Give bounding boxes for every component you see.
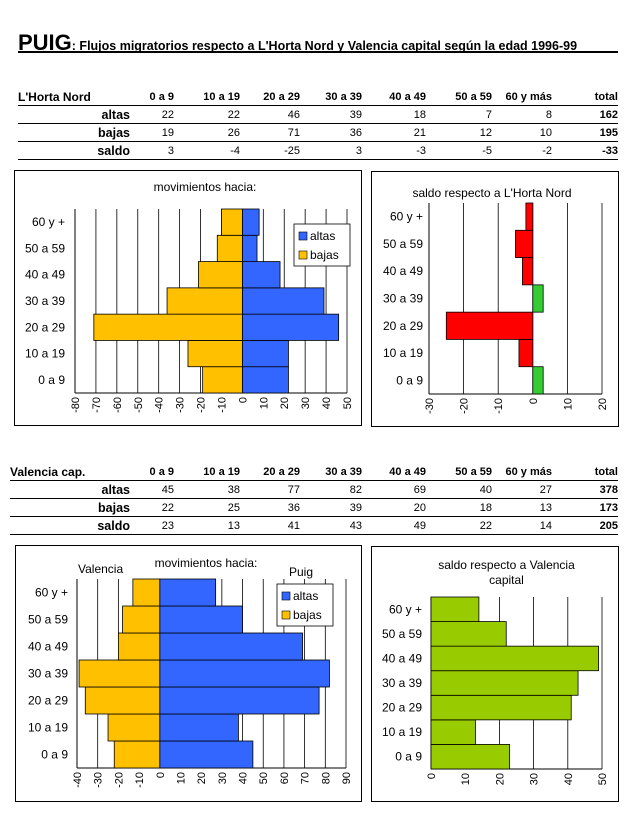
bar-saldo <box>526 203 533 230</box>
x-tick-label: 30 <box>216 772 229 785</box>
category-label: 30 a 39 <box>382 291 423 306</box>
category-label: 10 a 19 <box>24 346 65 361</box>
bar-altas <box>160 606 243 633</box>
column-header: 30 a 39 <box>300 463 362 481</box>
x-tick-label: -30 <box>92 772 105 788</box>
table-cell: 378 <box>552 481 618 499</box>
x-tick-label: 50 <box>342 397 354 410</box>
column-header: 60 y más <box>492 463 552 481</box>
bar-altas <box>160 741 253 768</box>
table-cell: 14 <box>492 517 552 535</box>
table-cell: 162 <box>552 106 618 124</box>
x-tick-label: 40 <box>237 772 250 785</box>
chart-title: saldo respecto a Valencia <box>438 558 575 572</box>
table-cell: 12 <box>426 124 492 142</box>
table-row <box>18 124 618 142</box>
bar-altas <box>160 660 330 687</box>
x-tick-label: -20 <box>458 398 471 414</box>
table-cell: 41 <box>240 517 300 535</box>
bar-saldo <box>431 671 578 696</box>
bar-saldo <box>431 744 510 769</box>
table-cell: 18 <box>362 106 426 124</box>
row-label: bajas <box>18 124 138 142</box>
x-tick-label: -10 <box>134 772 147 788</box>
column-header: total <box>552 88 618 106</box>
x-tick-label: -30 <box>424 398 436 414</box>
legend-swatch <box>299 251 307 259</box>
table-cell: 3 <box>138 142 174 160</box>
x-tick-label: 10 <box>562 398 575 411</box>
table-cell: 26 <box>174 124 240 142</box>
table-cell: -2 <box>492 142 552 160</box>
flows-table-horta <box>18 88 618 160</box>
category-label: 20 a 29 <box>381 700 422 715</box>
category-label: 0 a 9 <box>395 749 422 764</box>
bar-saldo <box>431 695 571 720</box>
x-tick-label: 50 <box>258 772 271 785</box>
chart-title: movimientos hacia: <box>153 180 257 194</box>
bar-saldo <box>533 367 543 394</box>
column-header: 20 a 29 <box>240 463 300 481</box>
bar-altas <box>242 262 280 288</box>
column-header: 20 a 29 <box>240 88 300 106</box>
table-cell: 22 <box>174 106 240 124</box>
bar-altas <box>160 687 319 714</box>
x-tick-label: 80 <box>320 772 333 785</box>
table-row <box>10 481 618 499</box>
table-cell: 71 <box>240 124 300 142</box>
table-row <box>10 517 618 535</box>
category-label: 0 a 9 <box>396 373 423 388</box>
row-label: bajas <box>10 499 138 517</box>
category-label: 50 a 59 <box>382 236 423 251</box>
x-tick-label: 0 <box>154 772 167 779</box>
bar-saldo <box>519 339 533 366</box>
chart-left-note: Valencia <box>78 562 124 576</box>
region-name: L'Horta Nord <box>18 88 138 106</box>
table-cell: 40 <box>426 481 492 499</box>
category-label: 40 a 49 <box>27 639 68 654</box>
table-cell: 18 <box>426 499 492 517</box>
chart-movimientos-horta <box>14 170 362 426</box>
table-cell: 77 <box>240 481 300 499</box>
category-label: 0 a 9 <box>41 747 68 762</box>
x-tick-label: 20 <box>279 397 292 410</box>
category-label: 40 a 49 <box>24 267 65 282</box>
category-label: 0 a 9 <box>38 372 65 387</box>
table-cell: 173 <box>552 499 618 517</box>
chart-right-note: Puig <box>289 565 314 579</box>
table-cell: -4 <box>174 142 240 160</box>
bar-bajas <box>108 714 160 741</box>
column-header: total <box>552 463 618 481</box>
legend-label: bajas <box>310 248 339 262</box>
chart-title: saldo respecto a L'Horta Nord <box>412 186 572 200</box>
category-label: 50 a 59 <box>381 626 422 641</box>
table-cell: 20 <box>362 499 426 517</box>
x-tick-label: 50 <box>597 773 609 786</box>
bar-bajas <box>123 606 160 633</box>
x-tick-label: 70 <box>299 772 312 785</box>
table-cell: 13 <box>492 499 552 517</box>
x-tick-label: -10 <box>493 398 506 414</box>
bar-altas <box>242 235 257 261</box>
bar-saldo <box>431 646 599 671</box>
table-cell: -3 <box>362 142 426 160</box>
category-label: 10 a 19 <box>27 720 68 735</box>
bar-altas <box>242 314 338 340</box>
category-label: 40 a 49 <box>381 651 422 666</box>
x-tick-label: 10 <box>460 773 473 786</box>
table-cell: 3 <box>300 142 362 160</box>
x-tick-label: -80 <box>70 397 82 413</box>
category-label: 20 a 29 <box>24 320 65 335</box>
x-tick-label: -70 <box>90 397 103 413</box>
x-tick-label: -40 <box>153 397 166 413</box>
row-label: saldo <box>10 517 138 535</box>
column-header: 0 a 9 <box>138 88 174 106</box>
category-label: 50 a 59 <box>24 241 65 256</box>
chart-saldo-horta <box>371 171 619 427</box>
category-label: 20 a 29 <box>382 318 423 333</box>
table-cell: 46 <box>240 106 300 124</box>
table-cell: 82 <box>300 481 362 499</box>
column-header: 50 a 59 <box>426 463 492 481</box>
column-header: 40 a 49 <box>362 88 426 106</box>
bar-bajas <box>114 741 160 768</box>
x-tick-label: -10 <box>216 397 229 413</box>
bar-bajas <box>118 633 159 660</box>
bar-saldo <box>431 720 475 745</box>
region-name: Valencia cap. <box>10 463 138 481</box>
bar-bajas <box>85 687 159 714</box>
table-cell: 22 <box>138 106 174 124</box>
bar-bajas <box>167 288 242 314</box>
table-cell: 21 <box>362 124 426 142</box>
category-label: 10 a 19 <box>382 346 423 361</box>
bar-saldo <box>516 230 533 257</box>
x-tick-label: 40 <box>321 397 334 410</box>
x-tick-label: 20 <box>494 773 507 786</box>
bar-saldo <box>446 312 533 339</box>
chart-saldo-horta-svg <box>372 172 618 426</box>
chart-saldo-valencia-svg <box>372 547 618 801</box>
page-title <box>18 30 618 54</box>
bar-altas <box>160 579 216 606</box>
legend-label: altas <box>310 229 336 243</box>
column-header: 0 a 9 <box>138 463 174 481</box>
table-cell: 39 <box>300 106 362 124</box>
column-header: 50 a 59 <box>426 88 492 106</box>
x-tick-label: -20 <box>195 397 208 413</box>
legend-label: altas <box>293 589 319 603</box>
row-label: saldo <box>18 142 138 160</box>
table-cell: -5 <box>426 142 492 160</box>
flows-table-valencia <box>10 463 618 535</box>
category-label: 60 y + <box>34 585 68 600</box>
category-label: 60 y + <box>389 209 423 224</box>
bar-bajas <box>203 367 243 393</box>
legend-swatch <box>282 611 290 619</box>
table-cell: -25 <box>240 142 300 160</box>
bar-bajas <box>94 314 243 340</box>
legend-swatch <box>282 592 290 600</box>
table-cell: 205 <box>552 517 618 535</box>
table-row <box>18 106 618 124</box>
x-tick-label: 90 <box>341 772 353 785</box>
x-tick-label: -20 <box>113 772 126 788</box>
column-header: 60 y más <box>492 88 552 106</box>
category-label: 60 y + <box>31 215 65 230</box>
town-name: PUIG <box>18 30 72 55</box>
table-cell: 38 <box>174 481 240 499</box>
bar-altas <box>242 340 288 366</box>
x-tick-label: 10 <box>175 772 188 785</box>
title-underline <box>18 51 618 53</box>
category-label: 60 y + <box>388 602 422 617</box>
table-cell: 36 <box>240 499 300 517</box>
table-cell: 23 <box>138 517 174 535</box>
bar-bajas <box>133 579 160 606</box>
bar-saldo <box>522 258 532 285</box>
table-cell: 7 <box>426 106 492 124</box>
x-tick-label: 30 <box>300 397 313 410</box>
x-tick-label: 10 <box>258 397 271 410</box>
x-tick-label: 20 <box>196 772 209 785</box>
table-cell: 36 <box>300 124 362 142</box>
table-row <box>10 499 618 517</box>
bar-saldo <box>431 622 506 647</box>
legend-swatch <box>299 232 307 240</box>
x-tick-label: 60 <box>278 772 291 785</box>
bar-saldo <box>533 285 543 312</box>
table-cell: 10 <box>492 124 552 142</box>
category-label: 30 a 39 <box>24 294 65 308</box>
chart-saldo-valencia <box>371 546 619 802</box>
chart-movimientos-valencia-svg <box>16 546 361 801</box>
table-cell: 8 <box>492 106 552 124</box>
table-cell: 13 <box>174 517 240 535</box>
page-subtitle: : Flujos migratorios respecto a L'Horta Nord y Valencia capital según la edad 1996-99 <box>71 39 578 53</box>
table-cell: 22 <box>426 517 492 535</box>
chart-title: movimientos hacia: <box>154 556 258 570</box>
bar-bajas <box>188 340 242 366</box>
x-tick-label: 0 <box>426 773 438 780</box>
x-tick-label: -60 <box>111 397 124 413</box>
column-header: 10 a 19 <box>174 88 240 106</box>
table-cell: 39 <box>300 499 362 517</box>
bar-bajas <box>79 660 160 687</box>
table-cell: 45 <box>138 481 174 499</box>
category-label: 50 a 59 <box>27 612 68 627</box>
chart-movimientos-valencia <box>15 545 362 802</box>
x-tick-label: 30 <box>528 773 541 786</box>
bar-altas <box>160 633 303 660</box>
x-tick-label: 0 <box>237 397 250 404</box>
chart-movimientos-horta-svg <box>15 171 361 425</box>
table-cell: 19 <box>138 124 174 142</box>
category-label: 30 a 39 <box>27 666 68 681</box>
table-row <box>18 142 618 160</box>
bar-altas <box>242 288 324 314</box>
column-header: 40 a 49 <box>362 463 426 481</box>
category-label: 30 a 39 <box>381 676 422 690</box>
bar-bajas <box>217 235 242 261</box>
bar-bajas <box>198 262 242 288</box>
table-cell: 195 <box>552 124 618 142</box>
x-tick-label: 0 <box>527 398 540 405</box>
bar-altas <box>242 209 259 235</box>
bar-bajas <box>221 209 242 235</box>
legend-label: bajas <box>293 608 322 622</box>
table-cell: 27 <box>492 481 552 499</box>
x-tick-label: -30 <box>174 397 187 413</box>
row-label: altas <box>10 481 138 499</box>
table-cell: 22 <box>138 499 174 517</box>
x-tick-label: 20 <box>597 398 609 411</box>
table-cell: 43 <box>300 517 362 535</box>
table-cell: 25 <box>174 499 240 517</box>
category-label: 10 a 19 <box>381 725 422 740</box>
category-label: 40 a 49 <box>382 264 423 279</box>
table-cell: -33 <box>552 142 618 160</box>
row-label: altas <box>18 106 138 124</box>
table-cell: 69 <box>362 481 426 499</box>
category-label: 20 a 29 <box>27 693 68 708</box>
x-tick-label: 40 <box>562 773 575 786</box>
x-tick-label: -40 <box>72 772 84 788</box>
x-tick-label: -50 <box>132 397 145 413</box>
bar-saldo <box>431 597 479 622</box>
table-header-row <box>18 88 618 106</box>
bar-altas <box>242 367 288 393</box>
table-cell: 49 <box>362 517 426 535</box>
column-header: 10 a 19 <box>174 463 240 481</box>
table-header-row <box>10 463 618 481</box>
chart-title: capital <box>489 573 524 587</box>
bar-altas <box>160 714 239 741</box>
column-header: 30 a 39 <box>300 88 362 106</box>
